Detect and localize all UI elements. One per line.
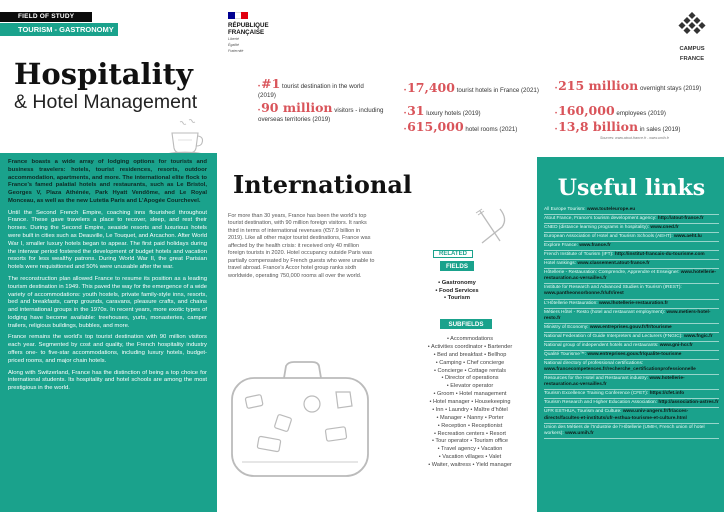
history-panel [0, 153, 217, 512]
fields-label: FIELDS [440, 261, 474, 271]
link-item[interactable]: Tourism Research and Higher Education Association: http://association-astres.fr [544, 399, 719, 408]
stat-value: 17,400 [407, 80, 455, 95]
campus-france-logo [668, 12, 716, 62]
stat-item: •13,8 billion in sales (2019) [555, 119, 681, 134]
field-of-study-label: FIELD OF STUDY [0, 12, 92, 22]
stat-item: •17,400 tourist hotels in France (2021) [404, 80, 539, 95]
french-flag-icon [228, 12, 248, 19]
link-item[interactable]: French Institute of Tourism (IFT): http://institut-francais-du-tourisme.com [544, 251, 719, 260]
page-title: Hospitality [14, 57, 193, 91]
list-item: • Tour operator • Tourism office [431, 438, 509, 445]
stat-item: •160,000 employees (2019) [555, 103, 666, 118]
stat-text: tourist destination in the world (2019) [258, 83, 364, 99]
list-item: • Gastronomy [438, 280, 476, 286]
list-item: • Director of operations [441, 375, 499, 382]
stat-value: 160,000 [558, 103, 615, 118]
international-text: For more than 30 years, France has been the world’s top tourist destination, with 90 million foreign visitors. It ranks third in terms of international revenues (€57.9 billion in 2019). Like all other major tourist destinations, France was affected by the health crisis: it received only 40 million foreign tourists in 2020. Hotel occupancy outside Paris was partially compensated by French guests who were unable to travel abroad. France’s Accor hotel group ranks sixth worldwide, operating 750,000 rooms all over the world. [228, 213, 375, 279]
link-item[interactable]: Hotel rankings: www.classement.atout-france.fr [544, 260, 719, 269]
list-item: • Elevator operator [446, 383, 494, 390]
link-item[interactable]: L’Hôtellerie Restauration: www.lhotellerie-restauration.fr [544, 300, 719, 309]
stat-item: •90 million visitors - including overseas territories (2019) [258, 100, 384, 123]
stat-value: 615,000 [407, 119, 464, 134]
link-item[interactable]: All Europe Tourism: www.touteleurope.eu [544, 206, 719, 215]
link-item[interactable]: CNED (distance learning programs in hospitality): www.cned.fr [544, 224, 719, 233]
useful-links-title: Useful links [557, 175, 706, 201]
stat-value: #1 [261, 76, 281, 91]
fork-knife-icon [470, 205, 512, 247]
link-item[interactable]: European Association of Hotel and Tourism Schools (AEHT): www.aeht.lu [544, 233, 719, 242]
list-item: • Travel agency • Vacation [437, 446, 503, 453]
link-item[interactable]: Resources for the Hotel and Restaurant industry: www.hotellerie-restauration.ac-versailles.fr [544, 375, 719, 390]
list-item: • Reception • Receptionist [437, 422, 503, 429]
stat-text: employees (2019) [616, 110, 666, 117]
stat-item: •#1 tourist destination in the world (2019) [258, 76, 364, 99]
link-item[interactable]: Atout France, France’s tourism development agency: http://atout-france.fr [544, 215, 719, 224]
field-of-study-value: TOURISM - GASTRONOMY [0, 23, 118, 36]
stat-text: tourist hotels in France (2021) [456, 87, 539, 94]
stat-item: •31 luxury hotels (2019) [404, 103, 481, 118]
link-item[interactable]: Hôtellerie - Restauration: Comprendre, Apprendre et Enseigner: www.hotellerie-restauration.ac-versailles.fr [544, 269, 719, 284]
stat-text: hotel rooms (2021) [465, 126, 518, 133]
stat-text: overnight stays (2019) [639, 85, 702, 92]
subfields-list [404, 336, 536, 470]
suitcase-icon [226, 358, 374, 482]
link-item[interactable]: Institute for Research and Advanced Studies in Tourism (IREST): www.pantheonsorbonne.fr/ufr/irest [544, 284, 719, 299]
sources-note: Sources: www.atout-france.fr - www.umih.fr [600, 136, 669, 140]
stat-item: •615,000 hotel rooms (2021) [404, 119, 518, 134]
list-item: • Vacation villages • Valet [438, 454, 502, 461]
link-item[interactable]: Explore France: www.france.fr [544, 242, 719, 251]
list-item: • Manager • Nanny • Porter [436, 414, 504, 421]
link-item[interactable]: National group of independent hotels and restaurants: www.gni-hcr.fr [544, 342, 719, 351]
list-item: • Inn • Laundry • Maître d’hôtel [432, 406, 508, 413]
history-paragraph: Until the Second French Empire, coaching inns flourished throughout France. These gave travelers a place to recover, sleep, and rest their horses. During the Second Empire, seaside resorts and luxurious hotels were built in cities such as Deauville, Le Touquet, and Arcachon. After World War I, smaller luxury hotels began to appear. The first paid holidays during the interwar period fostered the development of budget hotels and vacation resorts for less wealthy patrons. During World War II, the great Parisian hotels were requisitioned and 50% were unusable after the war. [8, 209, 207, 271]
campus-france-line2: FRANCE [679, 55, 705, 62]
list-item: • Concierge • Cottage rentals [433, 367, 506, 374]
page-subtitle: & Hotel Management [14, 91, 198, 113]
stat-value: 13,8 billion [558, 119, 639, 134]
history-paragraph: The reconstruction plan allowed France to resume its position as a leading tourism destination in 1949. This paved the way for the emergence of a wide variety of accommodations: youth hostels, private family-style inns, resorts, bed and breakfasts, camp grounds, caravans, pleasure crafts, and chains and international groups in the 1970s. In recent years, more exotic types of lodging have become available: treehouses, yurts, monasteries, camper trailers, religious buildings, bubbles, and more. [8, 275, 207, 329]
intro-paragraph: France boasts a wide array of lodging options for tourists and business travelers: hotels, tourist residences, resorts, outdoor accommodation, apartments, and more. The international elite flock to France’s famed palatial hotels and restaurants, such as Le Bristol, Georges V, Plaza Athénée, Park Hyatt Vendôme, and Le Royal Monceau, as well as the new Lutetia Paris and L’Apogée Courchevel. [8, 159, 207, 204]
international-title: International [233, 170, 413, 199]
link-item[interactable]: Union des Métiers de l’Industrie de l’Hôtellerie (UMIH, French union of hotel workers): www.umih.fr [544, 424, 719, 439]
stat-value: 31 [407, 103, 425, 118]
link-item[interactable]: Qualité Tourisme™: www.entreprises.gouv.fr/qualite-tourisme [544, 351, 719, 360]
republique-line2: FRANÇAISE [228, 29, 265, 37]
list-item: • Accommodations [446, 336, 494, 342]
link-item[interactable]: National directory of professional certifications: www.francecompetences.fr/recherche_certificationprofessionnelle [544, 360, 719, 375]
link-item[interactable]: Tourism Excellence Training Conference (CFET): https://cfet.info [544, 390, 719, 399]
motto-fraternite: Fraternité [228, 49, 244, 54]
list-item: • Bed and breakfast • Bellhop [433, 351, 507, 358]
list-item: • Groom • Hotel management [433, 391, 507, 398]
related-label: RELATED [433, 250, 473, 258]
link-item[interactable]: Ministry of Economy: www.entreprises.gouv.fr/fr/tourisme [544, 324, 719, 333]
fields-list [424, 280, 490, 303]
stat-text: luxury hotels (2019) [426, 110, 481, 117]
link-item[interactable]: UFR ESTHUA, Tourism and Culture: www.univ-angers.fr/fr/acces-directs/facultes-et-instituts/ufr-esthua-tourisme-et-culture.html [544, 408, 719, 423]
link-item[interactable]: National Federation of Guide Interpreters and Lecturers (FNGIC): www.fngic.fr [544, 333, 719, 342]
motto-egalite: Égalité [228, 43, 239, 48]
list-item: • Food Services [435, 287, 479, 294]
list-item: • Activities coordinator • Bartender [427, 343, 513, 350]
list-item: • Hotel manager • Housekeeping [429, 399, 511, 405]
stat-item: •215 million overnight stays (2019) [555, 78, 702, 93]
history-paragraph: France remains the world’s top tourist destination with 90 million visitors each year. Segmented by cost and quality, the French hospitality industry offers one- to five-star accommodations, including luxury hotels, budget-priced rooms, and major chain hotels. [8, 334, 207, 364]
link-item[interactable]: Métiers Hôtel - Resto (hotel and restaurant employment): www.metiers-hotel-resto.fr [544, 309, 719, 324]
campus-france-line1: CAMPUS [679, 46, 705, 52]
list-item: • Tourism [443, 295, 471, 302]
list-item: • Recreation centers • Resort [433, 430, 506, 437]
republique-line1: RÉPUBLIQUE [228, 22, 269, 29]
stat-value: 215 million [558, 78, 639, 93]
stat-text: visitors - including overseas territories (2019) [258, 107, 384, 123]
motto-liberte: Liberté [228, 37, 239, 42]
history-paragraph: Along with Switzerland, France has the distinction of being a top choice for international students. Its hospitality and hotel schools are among the most prestigious in the world. [8, 369, 207, 392]
list-item: • Camping • Chef concierge [435, 359, 505, 366]
stat-text: in sales (2019) [639, 126, 681, 133]
useful-links-panel [537, 157, 724, 512]
stat-value: 90 million [261, 100, 333, 115]
subfields-label: SUBFIELDS [440, 319, 492, 329]
republique-francaise-logo [228, 12, 298, 54]
campus-france-icon [677, 12, 707, 38]
list-item: • Waiter, waitress • Yield manager [428, 462, 512, 468]
